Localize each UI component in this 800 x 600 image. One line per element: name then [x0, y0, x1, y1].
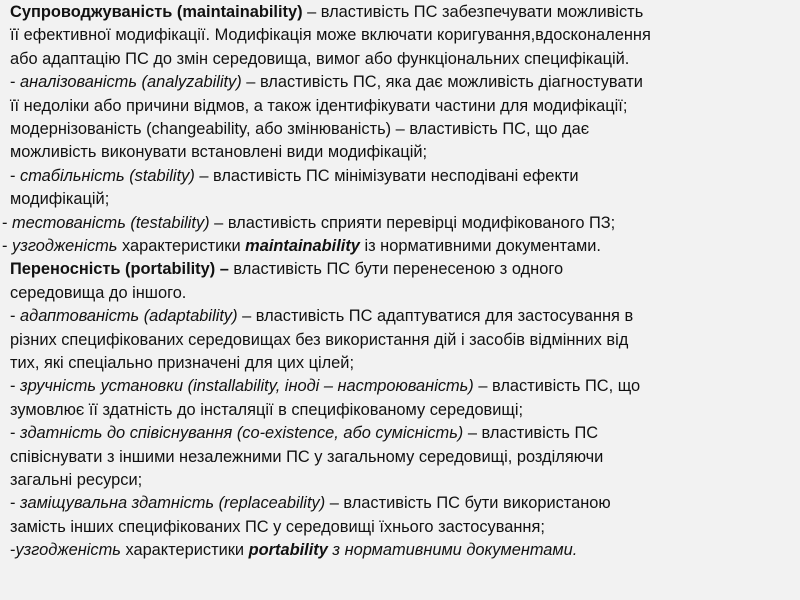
text-line [10, 423, 598, 443]
text-line [2, 213, 615, 233]
text-run: можливість виконувати встановлені види модифікацій; [10, 143, 428, 162]
text-run: - [10, 73, 21, 92]
text-run: властивість ПС бути перенесеною з одного [228, 260, 564, 279]
text-run: – властивість ПС бути використаною [325, 494, 611, 513]
text-run: узгодженість [12, 237, 118, 255]
text-run: тестованість (testability) [12, 213, 210, 232]
text-run: характеристики [120, 541, 249, 560]
text-run: - [10, 494, 21, 513]
text-run: узгодженість [15, 541, 121, 560]
text-run: portability [248, 541, 328, 560]
text-run: тих, які спеціально призначені для цих цілей; [10, 354, 355, 372]
text-run: - [2, 213, 13, 232]
text-run: - [10, 424, 21, 443]
text-line [10, 306, 633, 326]
text-run: аналізованість (analyzability) [20, 73, 242, 92]
text-line [10, 2, 643, 22]
text-run: адаптованість (adaptability) [20, 307, 238, 326]
text-run: характеристики [117, 237, 246, 255]
text-run: з нормативними документами. [327, 541, 578, 560]
text-line [10, 283, 186, 303]
text-line [10, 189, 109, 209]
text-run: заміщувальна здатність (replaceability) [20, 494, 326, 513]
text-run: - [10, 307, 21, 326]
text-run: – властивість ПС, яка дає можливість діагностувати [241, 73, 643, 92]
text-line [10, 447, 603, 467]
text-run: – властивість ПС забезпечувати можливість [302, 3, 644, 21]
text-line [2, 236, 601, 256]
text-run: або адаптацію ПС до змін середовища, вимог або функціональних специфікацій. [10, 49, 630, 68]
text-run: її недоліки або причини відмов, а також ідентифікувати частини для модифікації; [10, 96, 628, 115]
text-run: - [10, 166, 21, 185]
text-line [10, 166, 579, 186]
text-run: - [2, 237, 13, 255]
text-line [10, 330, 628, 350]
text-run: різних специфікованих середовищах без використання дій і засобів відмінних від [10, 330, 629, 349]
text-run: зручність установки (installability, іноді – настроюваність) [20, 377, 474, 396]
text-line [10, 96, 627, 116]
text-run: із нормативними документами. [359, 237, 601, 255]
text-line [10, 259, 563, 279]
text-run: – властивість ПС [463, 424, 599, 443]
text-line [10, 49, 629, 69]
text-run: її ефективної модифікації. Модифікація може включати коригування,вдосконалення [10, 26, 651, 45]
text-run: співіснувати з іншими незалежними ПС у загальному середовищі, розділяючи [10, 447, 604, 466]
text-line [10, 376, 640, 396]
text-line [10, 517, 545, 537]
text-line [10, 493, 611, 513]
text-line [10, 142, 427, 162]
text-run: модифікацій; [10, 190, 110, 209]
text-run: – властивість ПС, що [473, 377, 641, 396]
text-run: - [10, 541, 16, 560]
text-run: середовища до іншого. [10, 283, 187, 302]
text-line [10, 25, 651, 45]
text-line [10, 119, 589, 139]
text-run: загальні ресурси; [10, 471, 143, 489]
text-run: – властивість сприяти перевірці модифікованого ПЗ; [209, 213, 616, 232]
text-line [10, 470, 142, 490]
text-line [10, 400, 523, 420]
text-run: модернізованість (changeability, або змінюваність) – властивість ПС, що дає [10, 120, 590, 138]
text-run: maintainability [245, 237, 360, 255]
text-run: замість інших специфікованих ПС у середовищі їхнього застосування; [10, 517, 545, 536]
text-line [10, 353, 354, 373]
text-run: Супроводжуваність (maintainability) [10, 3, 303, 21]
text-run: – властивість ПС адаптуватися для застосування в [237, 307, 634, 326]
text-run: – властивість ПС мінімізувати несподівані ефекти [194, 166, 579, 185]
text-run: стабільність (stability) [20, 166, 195, 185]
text-run: зумовлює її здатність до інсталяції в специфікованому середовищі; [10, 400, 524, 419]
text-line [10, 540, 577, 560]
text-run: здатність до співіснування (co-existence, або сумісність) [20, 424, 464, 443]
text-run: - [10, 377, 21, 396]
text-run: Переносність (portability) – [10, 260, 229, 279]
text-line [10, 72, 643, 92]
